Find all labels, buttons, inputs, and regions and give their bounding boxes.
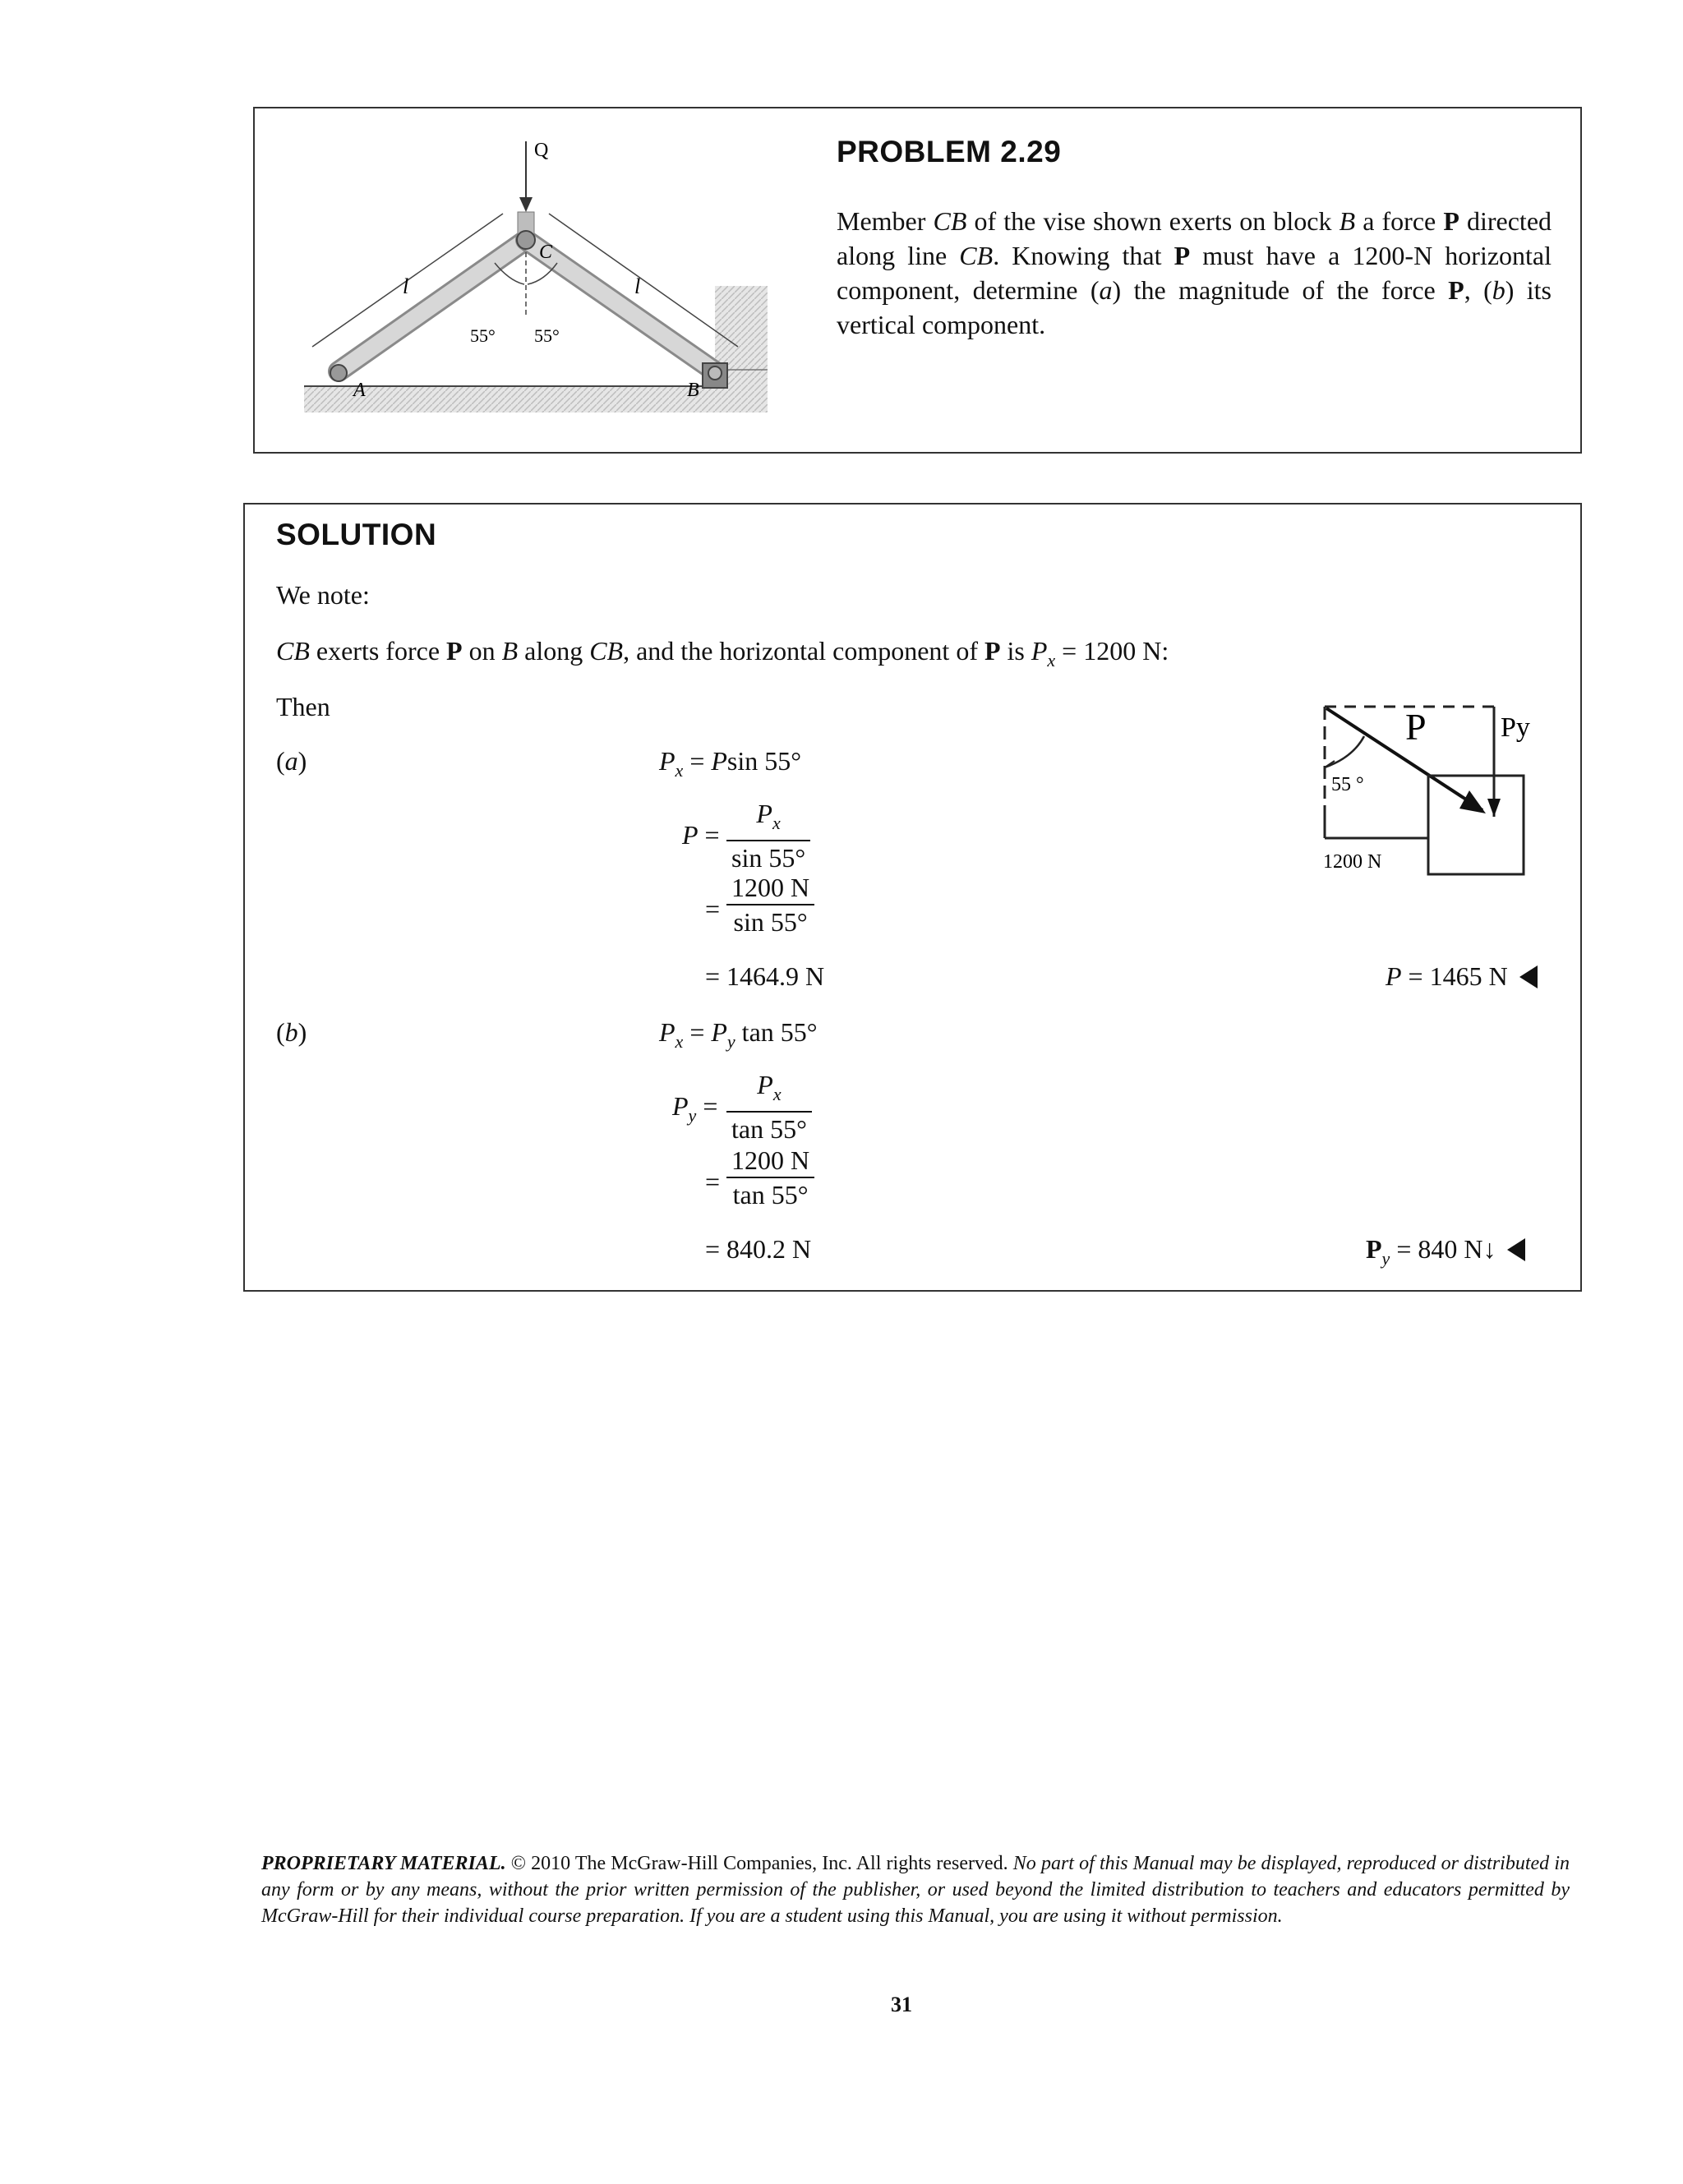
b-py-equals: $P_y$ = — [672, 1091, 718, 1126]
length-label-left: l — [403, 274, 409, 298]
a-result: = 1464.9 N — [705, 961, 825, 991]
a-fraction-2-numerator: 1200 N — [726, 871, 814, 905]
b-equation-1: $P_x = P_y$ tan 55° — [659, 1017, 818, 1052]
point-label-c: C — [539, 242, 553, 263]
b-result: = 840.2 N — [705, 1234, 812, 1264]
a-equals-2: = — [705, 894, 721, 924]
problem-statement: Member CB of the vise shown exerts on block B a force P directed along line CB. Knowing that P must have a 1200-N horizontal component, determine (a) the magnitude of the force P, (b) its vertical component. — [837, 206, 1552, 339]
problem-title: PROBLEM 2.29 — [837, 135, 1062, 168]
solution-then: Then — [276, 692, 330, 721]
problem-box — [253, 107, 1582, 454]
a-equation-1: $P_x = Psin$ 55° — [659, 746, 802, 781]
length-label-right: l — [634, 274, 641, 298]
copyright-footer: PROPRIETARY MATERIAL. © 2010 The McGraw-Hill Companies, Inc. All rights reserved. No part of this Manual may be displayed, reproduced or distributed in any form or by any means, without the prior written permission of the publisher, or used beyond the limited distribution to teachers and educators permitted by McGraw-Hill for their individual course preparation. If you are a student using this Manual, you are using it without permission. — [261, 1853, 1570, 1927]
sketch-vertical-label: Py — [1501, 712, 1530, 743]
angle-label-left: 55° — [470, 325, 496, 346]
angle-label-right: 55° — [534, 325, 560, 346]
solution-title: SOLUTION — [276, 518, 437, 551]
a-fraction-2-denominator: sin 55° — [733, 907, 808, 937]
solution-note: We note: — [276, 580, 370, 610]
solution-box — [243, 503, 1582, 1292]
wall — [715, 286, 768, 412]
solution-premise: CB exerts force P on B along CB, and the horizontal component of P is $P_x = 1200$ N: — [276, 636, 1169, 670]
sketch-horizontal-label: 1200 N — [1323, 851, 1382, 873]
base-ground — [304, 386, 748, 412]
b-fraction-1-numerator: $P_x$ — [726, 1068, 812, 1113]
point-label-a: A — [353, 380, 366, 401]
load-label: Q — [534, 140, 549, 161]
sketch-angle-label: 55 ° — [1331, 774, 1364, 795]
b-fraction-2-denominator: tan 55° — [732, 1180, 809, 1209]
a-answer-text: P = 1465 N — [1386, 961, 1508, 991]
b-fraction-2 — [726, 1144, 814, 1211]
sketch-force-label: P — [1405, 706, 1427, 748]
part-b-label: (b) — [276, 1017, 307, 1047]
b-fraction-1 — [726, 1068, 812, 1145]
b-fraction-1-denominator: tan 55° — [731, 1114, 807, 1144]
a-answer — [1386, 961, 1538, 992]
page-number: 31 — [891, 1993, 912, 2016]
b-answer — [1366, 1234, 1525, 1269]
b-answer-text: $P_y = 840$ N↓ — [1366, 1234, 1496, 1269]
b-fraction-2-numerator: 1200 N — [726, 1144, 814, 1178]
a-fraction-1-numerator: $P_x$ — [726, 797, 810, 841]
a-fraction-1-denominator: sin 55° — [731, 843, 806, 873]
b-equals-2: = — [705, 1167, 721, 1196]
a-fraction-2 — [726, 871, 814, 938]
part-a-label: (a) — [276, 746, 307, 776]
a-fraction-1 — [726, 797, 810, 874]
a-p-equals: P = — [682, 820, 720, 850]
answer-marker-icon — [1519, 965, 1538, 988]
force-sketch — [1313, 693, 1560, 891]
vise-figure — [288, 108, 814, 437]
point-label-b: B — [687, 380, 699, 401]
answer-marker-icon — [1507, 1238, 1525, 1261]
